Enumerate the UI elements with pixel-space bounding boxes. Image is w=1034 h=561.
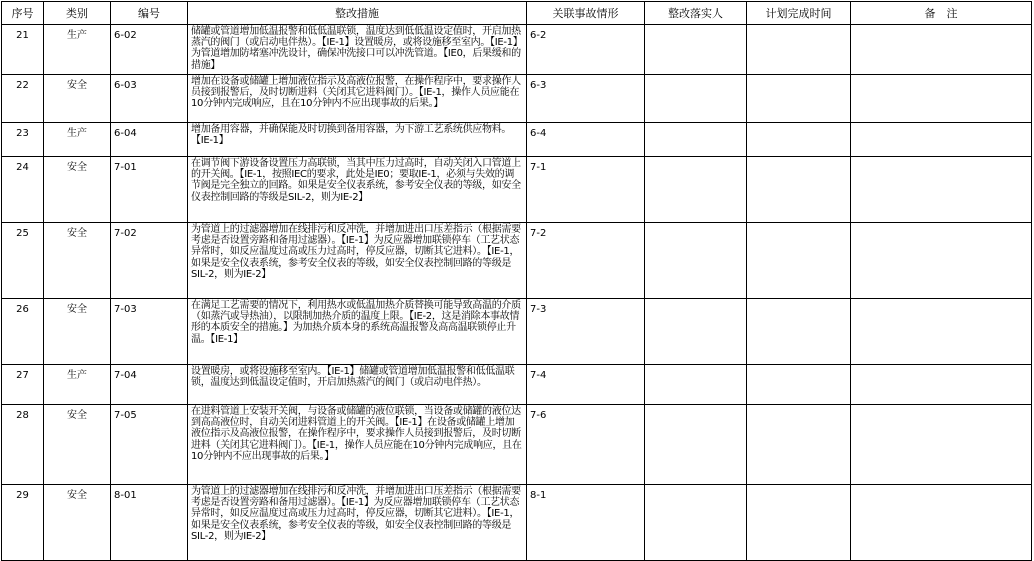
cell-code: 7-03 [111, 299, 188, 365]
cell-category: 生产 [44, 123, 111, 157]
cell-category: 生产 [44, 365, 111, 405]
cell-owner [645, 299, 747, 365]
cell-owner [645, 223, 747, 299]
cell-code: 7-01 [111, 157, 188, 223]
cell-no: 29 [2, 485, 44, 561]
cell-related-incident: 8-1 [527, 485, 645, 561]
cell-owner [645, 25, 747, 75]
cell-no: 23 [2, 123, 44, 157]
cell-code: 6-04 [111, 123, 188, 157]
cell-remark [851, 123, 1032, 157]
cell-related-incident: 7-6 [527, 405, 645, 485]
header-related-incident: 关联事故情形 [527, 2, 645, 25]
cell-owner [645, 157, 747, 223]
cell-due-date [747, 75, 851, 123]
header-measure: 整改措施 [188, 2, 527, 25]
cell-code: 7-04 [111, 365, 188, 405]
header-code: 编号 [111, 2, 188, 25]
table-row [2, 223, 1032, 299]
cell-no: 26 [2, 299, 44, 365]
cell-remark [851, 299, 1032, 365]
cell-no: 22 [2, 75, 44, 123]
cell-related-incident: 7-4 [527, 365, 645, 405]
cell-due-date [747, 405, 851, 485]
header-row [2, 2, 1032, 25]
cell-owner [645, 405, 747, 485]
cell-due-date [747, 299, 851, 365]
table-row [2, 365, 1032, 405]
cell-measure: 增加备用容器，并确保能及时切换到备用容器，为下游工艺系统供应物料。【IE-1】 [188, 123, 527, 157]
cell-related-incident: 7-3 [527, 299, 645, 365]
cell-category: 安全 [44, 223, 111, 299]
cell-no: 27 [2, 365, 44, 405]
cell-remark [851, 75, 1032, 123]
cell-owner [645, 485, 747, 561]
cell-no: 21 [2, 25, 44, 75]
cell-category: 安全 [44, 157, 111, 223]
cell-measure: 设置暖房，或将设施移至室内。【IE-1】储罐或管道增加低温报警和低低温联锁，温度达到低温设定值时，开启加热蒸汽的阀门（或启动电伴热）。 [188, 365, 527, 405]
cell-remark [851, 25, 1032, 75]
cell-code: 7-02 [111, 223, 188, 299]
cell-code: 7-05 [111, 405, 188, 485]
cell-code: 6-03 [111, 75, 188, 123]
cell-no: 25 [2, 223, 44, 299]
cell-due-date [747, 123, 851, 157]
cell-due-date [747, 157, 851, 223]
cell-owner [645, 75, 747, 123]
table-row [2, 75, 1032, 123]
cell-owner [645, 365, 747, 405]
cell-related-incident: 7-2 [527, 223, 645, 299]
rectification-table [1, 1, 1032, 561]
cell-measure: 为管道上的过滤器增加在线排污和反冲洗，并增加进出口压差指示（根据需要考虑是否设置旁路和备用过滤器）。【IE-1】为反应器增加联锁停车（工艺状态异常时，如反应温度过高或压力过高时，停反应器，切断其它进料）。【IE-1，如果是安全仪表系统，参考安全仪表的等级，如安全仪表控制回路的等级是SIL-2，则为IE-2】 [188, 223, 527, 299]
cell-category: 安全 [44, 485, 111, 561]
cell-remark [851, 157, 1032, 223]
cell-measure: 储罐或管道增加低温报警和低低温联锁，温度达到低低温设定值时，开启加热蒸汽的阀门（或启动电伴热）。【IE-1】设置暖房，或将设施移至室内。【IE-1】为管道增加防堵塞冲洗设计，确保冲洗接口可以冲洗管道。【IE0，后果缓和的措施】 [188, 25, 527, 75]
cell-category: 安全 [44, 405, 111, 485]
cell-category: 安全 [44, 75, 111, 123]
cell-category: 生产 [44, 25, 111, 75]
cell-related-incident: 6-3 [527, 75, 645, 123]
table-row [2, 157, 1032, 223]
header-no: 序号 [2, 2, 44, 25]
cell-measure: 为管道上的过滤器增加在线排污和反冲洗，并增加进出口压差指示（根据需要考虑是否设置旁路和备用过滤器）。【IE-1】为反应器增加联锁停车（工艺状态异常时，如反应温度过高或压力过高时，停反应器，切断其它进料）。【IE-1，如果是安全仪表系统，参考安全仪表的等级，如安全仪表控制回路的等级是SIL-2，则为IE-2】 [188, 485, 527, 561]
table-row [2, 25, 1032, 75]
header-remark: 备 注 [851, 2, 1032, 25]
header-owner: 整改落实人 [645, 2, 747, 25]
cell-due-date [747, 223, 851, 299]
table-row [2, 299, 1032, 365]
cell-remark [851, 405, 1032, 485]
cell-code: 8-01 [111, 485, 188, 561]
table-row [2, 123, 1032, 157]
cell-related-incident: 7-1 [527, 157, 645, 223]
cell-due-date [747, 25, 851, 75]
cell-measure: 在调节阀下游设备设置压力高联锁，当其中压力过高时，自动关闭入口管道上的开关阀。【IE-1，按照IEC的要求，此处是IE0；要取IE-1，必须与失效的调节阀是完全独立的回路。如果是安全仪表系统，参考安全仪表的等级，如安全仪表控制回路的等级是SIL-2，则为IE-2】 [188, 157, 527, 223]
cell-measure: 在进料管道上安装开关阀，与设备或储罐的液位联锁，当设备或储罐的液位达到高高液位时，自动关闭进料管道上的开关阀。【IE-1】在设备或储罐上增加液位指示及高液位报警，在操作程序中，要求操作人员接到报警后，及时切断进料（关闭其它进料阀门）。【IE-1，操作人员应能在10分钟内完成响应，且在10分钟内不应出现事故的后果。】 [188, 405, 527, 485]
cell-no: 24 [2, 157, 44, 223]
cell-remark [851, 365, 1032, 405]
header-category: 类别 [44, 2, 111, 25]
cell-related-incident: 6-4 [527, 123, 645, 157]
header-due-date: 计划完成时间 [747, 2, 851, 25]
cell-owner [645, 123, 747, 157]
cell-remark [851, 485, 1032, 561]
cell-remark [851, 223, 1032, 299]
cell-related-incident: 6-2 [527, 25, 645, 75]
cell-due-date [747, 485, 851, 561]
cell-category: 安全 [44, 299, 111, 365]
cell-measure: 增加在设备或储罐上增加液位指示及高液位报警，在操作程序中，要求操作人员接到报警后，及时切断进料（关闭其它进料阀门）。【IE-1，操作人员应能在10分钟内完成响应，且在10分钟内不应出现事故的后果。】 [188, 75, 527, 123]
cell-measure: 在满足工艺需要的情况下，利用热水或低温加热介质替换可能导致高温的介质（如蒸汽或导热油），以限制加热介质的温度上限。【IE-2，这是消除本事故情形的本质安全的措施。】为加热介质本身的系统高温报警及高高温联锁停止升温。【IE-1】 [188, 299, 527, 365]
table-row [2, 485, 1032, 561]
cell-no: 28 [2, 405, 44, 485]
cell-due-date [747, 365, 851, 405]
cell-code: 6-02 [111, 25, 188, 75]
table-row [2, 405, 1032, 485]
